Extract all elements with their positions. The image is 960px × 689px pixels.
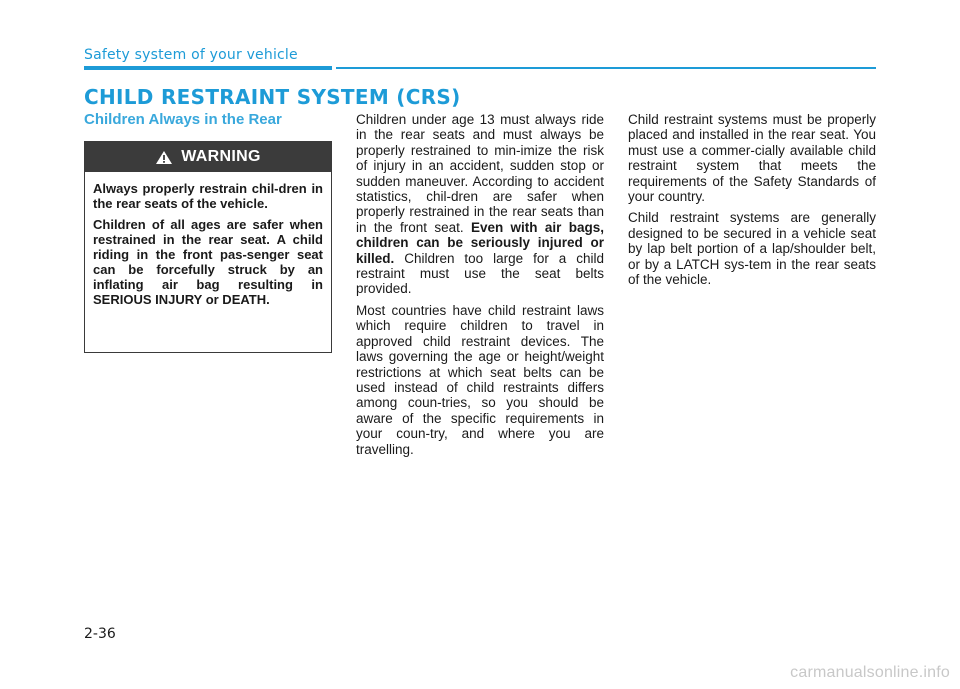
body-paragraph: Child restraint systems must be properly placed and installed in the rear seat. You must use a commer-cially available child restraint system that meets the requirements of the Safety Standards of your country. [628,112,876,205]
section-label: Safety system of your vehicle [84,47,298,63]
warning-header [85,142,331,172]
warning-triangle-icon [155,150,173,165]
warning-body [85,172,331,307]
body-text-bold: Even with air bags, children can be seriously injured or killed. [356,219,604,266]
header-rule-thin [336,67,876,69]
body-column-2 [356,112,604,463]
body-column-3 [628,112,876,293]
warning-paragraph: Always properly restrain chil-dren in the rear seats of the vehicle. [93,181,323,211]
warning-box [84,141,332,353]
page-title: CHILD RESTRAINT SYSTEM (CRS) [84,85,461,109]
body-text: Children under age 13 must always ride in the rear seats and must always be properly restrained to min-imize the risk of injury in an accident, sudden stop or sudden maneuver. According to accident statistics, chil-dren are safer when properly restrained in the rear seats than in the front seat. [356,112,604,235]
warning-label: WARNING [181,148,261,165]
body-paragraph: Most countries have child restraint laws which require children to travel in approved child restraint devices. The laws governing the age or height/weight restrictions at which seat belts can be used instead of child restraints differs among coun-tries, so you should be aware of the specific requirements in your coun-try, and where you are travelling. [356,302,604,457]
body-paragraph [356,112,604,297]
body-paragraph: Child restraint systems are generally designed to be secured in a vehicle seat by lap belt portion of a lap/shoulder belt, or by a LATCH sys-tem in the rear seats of the vehicle. [628,210,876,288]
header-rule-thick [84,66,332,70]
warning-paragraph: Children of all ages are safer when restrained in the rear seat. A child riding in the front pas-senger seat can be forcefully struck by an inflating air bag resulting in SERIOUS INJURY or DEATH. [93,217,323,307]
section-heading: Children Always in the Rear [84,111,282,128]
page-number: 2-36 [84,626,116,642]
watermark: carmanualsonline.info [790,664,950,681]
body-text: Children too large for a child restraint must use the seat belts provided. [356,250,604,297]
